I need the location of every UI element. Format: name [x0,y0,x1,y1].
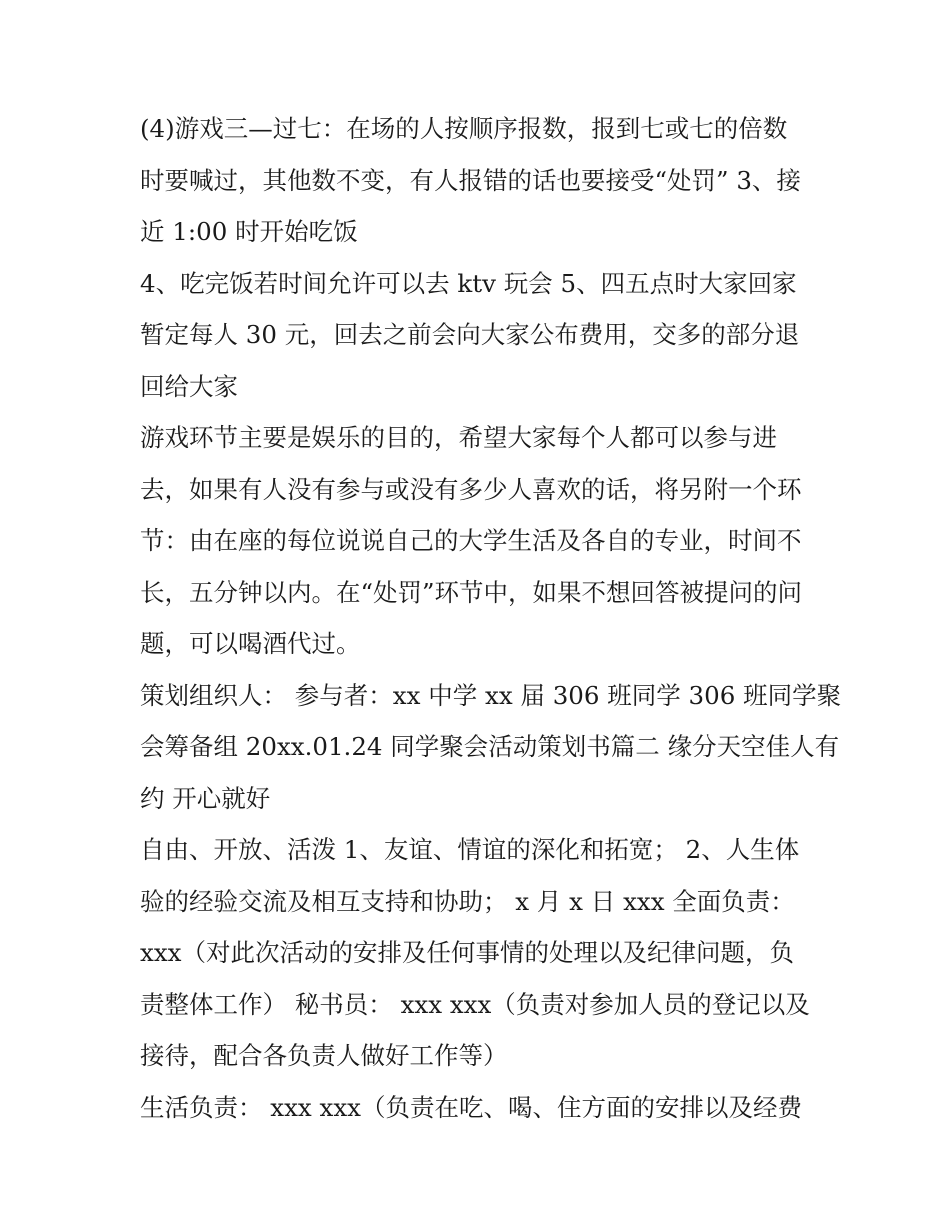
text-line: 责整体工作） 秘书员： xxx xxx（负责对参加人员的登记以及 [140,989,810,1019]
text-line: 验的经验交流及相互支持和协助； x 月 x 日 xxx 全面负责： [140,886,795,916]
text-line: 约 开心就好 [140,783,271,813]
text-line: 近 1:00 时开始吃饭 [140,217,358,246]
text-line: 4、吃完饭若时间允许可以去 ktv 玩会 5、四五点时大家回家 [140,268,797,298]
text-line: 自由、开放、活泼 1、友谊、情谊的深化和拓宽； 2、人生体 [140,835,800,864]
text-line: (4)游戏三—过七：在场的人按顺序报数，报到七或七的倍数 [140,114,788,143]
text-line: 游戏环节主要是娱乐的目的，希望大家每个人都可以参与进 [140,423,777,452]
text-line: 接待，配合各负责人做好工作等） [140,1041,508,1070]
text-line: 策划组织人： 参与者：xx 中学 xx 届 306 班同学 306 班同学聚 [140,680,842,710]
text-line: 时要喊过，其他数不变，有人报错的话也要接受“处罚” 3、接 [140,165,801,195]
text-line: 长，五分钟以内。在“处罚”环节中，如果不想回答被提问的问 [140,577,803,607]
text-line: 回给大家 [140,371,238,401]
document-body [140,103,842,1133]
text-line: 题，可以喝酒代过。 [140,629,361,658]
text-line: 去，如果有人没有参与或没有多少人喜欢的话，将另附一个环 [140,474,802,504]
text-line: 暂定每人 30 元，回去之前会向大家公布费用，交多的部分退 [140,320,800,349]
text-line: 会筹备组 20xx.01.24 同学聚会活动策划书篇二 缘分天空佳人有 [140,732,840,761]
text-line: xxx（对此次活动的安排及任何事情的处理以及纪律问题，负 [140,938,794,967]
text-line: 生活负责： xxx xxx（负责在吃、喝、住方面的安排以及经费 [140,1092,802,1122]
text-line: 节：由在座的每位说说自己的大学生活及各自的专业，时间不 [140,526,802,555]
